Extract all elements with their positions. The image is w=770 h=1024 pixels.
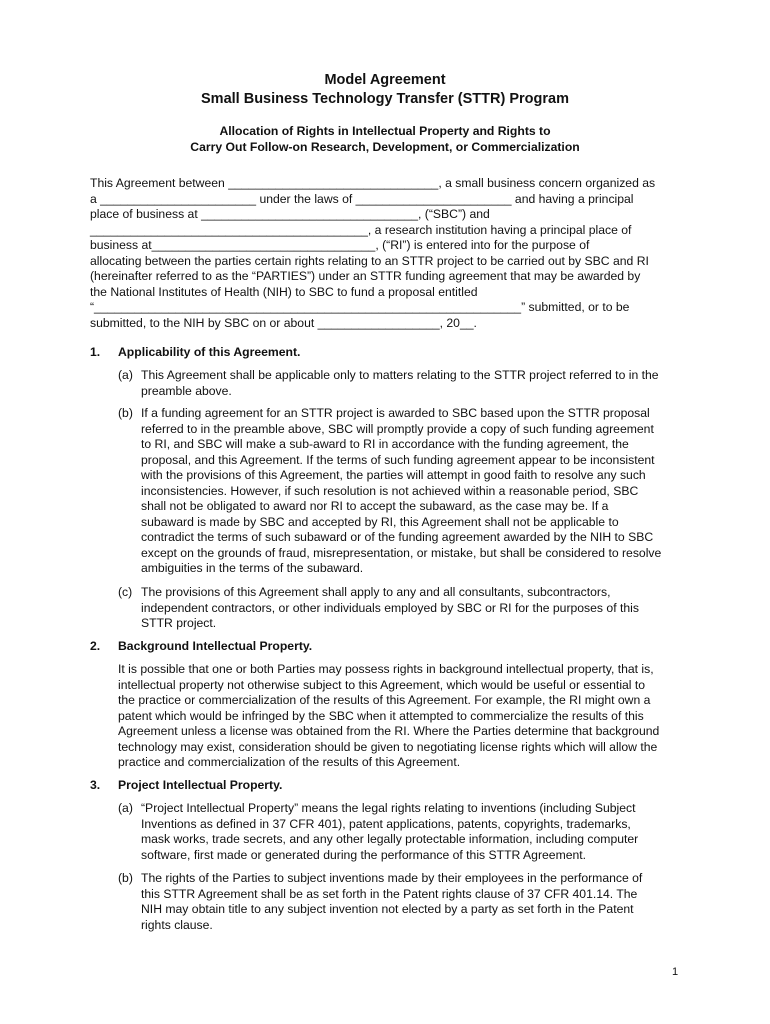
section-1-heading: Applicability of this Agreement. — [118, 345, 301, 359]
section-2-body: It is possible that one or both Parties may possess rights in background intellectual property, that is, intellectual property not otherwise subject to this Agreement, which would be useful or essential to the practice or commercialization of the results of this Agreement. For example, the RI might own a patent which would be infringed by the SBC when it attempted to commercialize the results of this Agreement unless a license was obtained from the RI. Where the Parties determine that background technology may exist, consideration should be given to negotiating license rights which will allow the practice and commercialization of the results of this Agreement. — [118, 662, 660, 769]
section-3b-letter: (b) — [118, 871, 133, 885]
section-2-number: 2. — [90, 639, 101, 653]
document-title-line2: Small Business Technology Transfer (STTR) Program — [201, 91, 569, 107]
section-1c-letter: (c) — [118, 585, 133, 599]
section-1b-text: If a funding agreement for an STTR project is awarded to SBC based upon the STTR proposal referred to in the preamble above, SBC will promptly provide a copy of such funding agreement to RI, and SBC will make a sub-award to RI in accordance with the funding agreement, the proposal, and this Agreement. If the terms of such funding agreement appear to be inconsistent with the provisions of this Agreement, the parties will attempt in good faith to resolve any such inconsistencies. However, if such resolution is not achieved within a reasonable period, SBC shall not be obligated to award nor RI to accept the subaward, as the case may be. If a subaward is made by SBC and accepted by RI, this Agreement shall not be applicable to contradict the terms of such subaward or of the funding agreement awarded by the NIH to SBC except on the grounds of fraud, misrepresentation, or mistake, but shall be considered to resolve ambiguities in the terms of the subaward. — [141, 406, 662, 575]
document-subtitle-line2: Carry Out Follow-on Research, Development, or Commercialization — [190, 140, 580, 154]
section-1-number: 1. — [90, 345, 101, 359]
page-number: 1 — [672, 966, 679, 978]
section-1a-text: This Agreement shall be applicable only to matters relating to the STTR project referred to in the preamble above. — [141, 368, 659, 398]
section-3-heading: Project Intellectual Property. — [118, 778, 283, 792]
section-1a-letter: (a) — [118, 368, 133, 382]
section-3a-text: “Project Intellectual Property” means the legal rights relating to inventions (including Subject Inventions as defined in 37 CFR 401), patent applications, patents, copyrights, trademarks, mask works, trade secrets, and any other legally protectable information, including computer software, first made or generated during the performance of this STTR Agreement. — [141, 801, 639, 862]
document-title: Model Agreement — [324, 72, 446, 88]
section-1c-text: The provisions of this Agreement shall apply to any and all consultants, subcontractors, independent contractors, or other individuals employed by SBC or RI for the purposes of this STTR project. — [141, 585, 639, 630]
section-3a-letter: (a) — [118, 801, 133, 815]
section-2-heading: Background Intellectual Property. — [118, 639, 313, 653]
section-3-number: 3. — [90, 778, 101, 792]
preamble-paragraph: This Agreement between _______________________________, a small business concern organized as a _______________________ under the laws of _______________________ and having a principal place of business at ________________________________, (“SBC”) and _________________________________________, a research institution having a principal place of business at_________________________________, (“RI”) is entered into for the purpose of allocating between the parties certain rights relating to an STTR project to be carried out by SBC and RI (hereinafter referred to as the “PARTIES”) under an STTR funding agreement that may be awarded by the National Institutes of Health (NIH) to SBC to fund a proposal entitled “_______________________________________________________________” submitted, or to be submitted, to the NIH by SBC on or about __________________, 20__. — [90, 176, 656, 330]
document-subtitle: Allocation of Rights in Intellectual Property and Rights to — [219, 124, 551, 138]
section-1b-letter: (b) — [118, 406, 133, 420]
section-3b-text: The rights of the Parties to subject inventions made by their employees in the performance of this STTR Agreement shall be as set forth in the Patent rights clause of 37 CFR 401.14. The NIH may obtain title to any subject invention not elected by a party as set forth in the Patent rights clause. — [141, 871, 643, 932]
